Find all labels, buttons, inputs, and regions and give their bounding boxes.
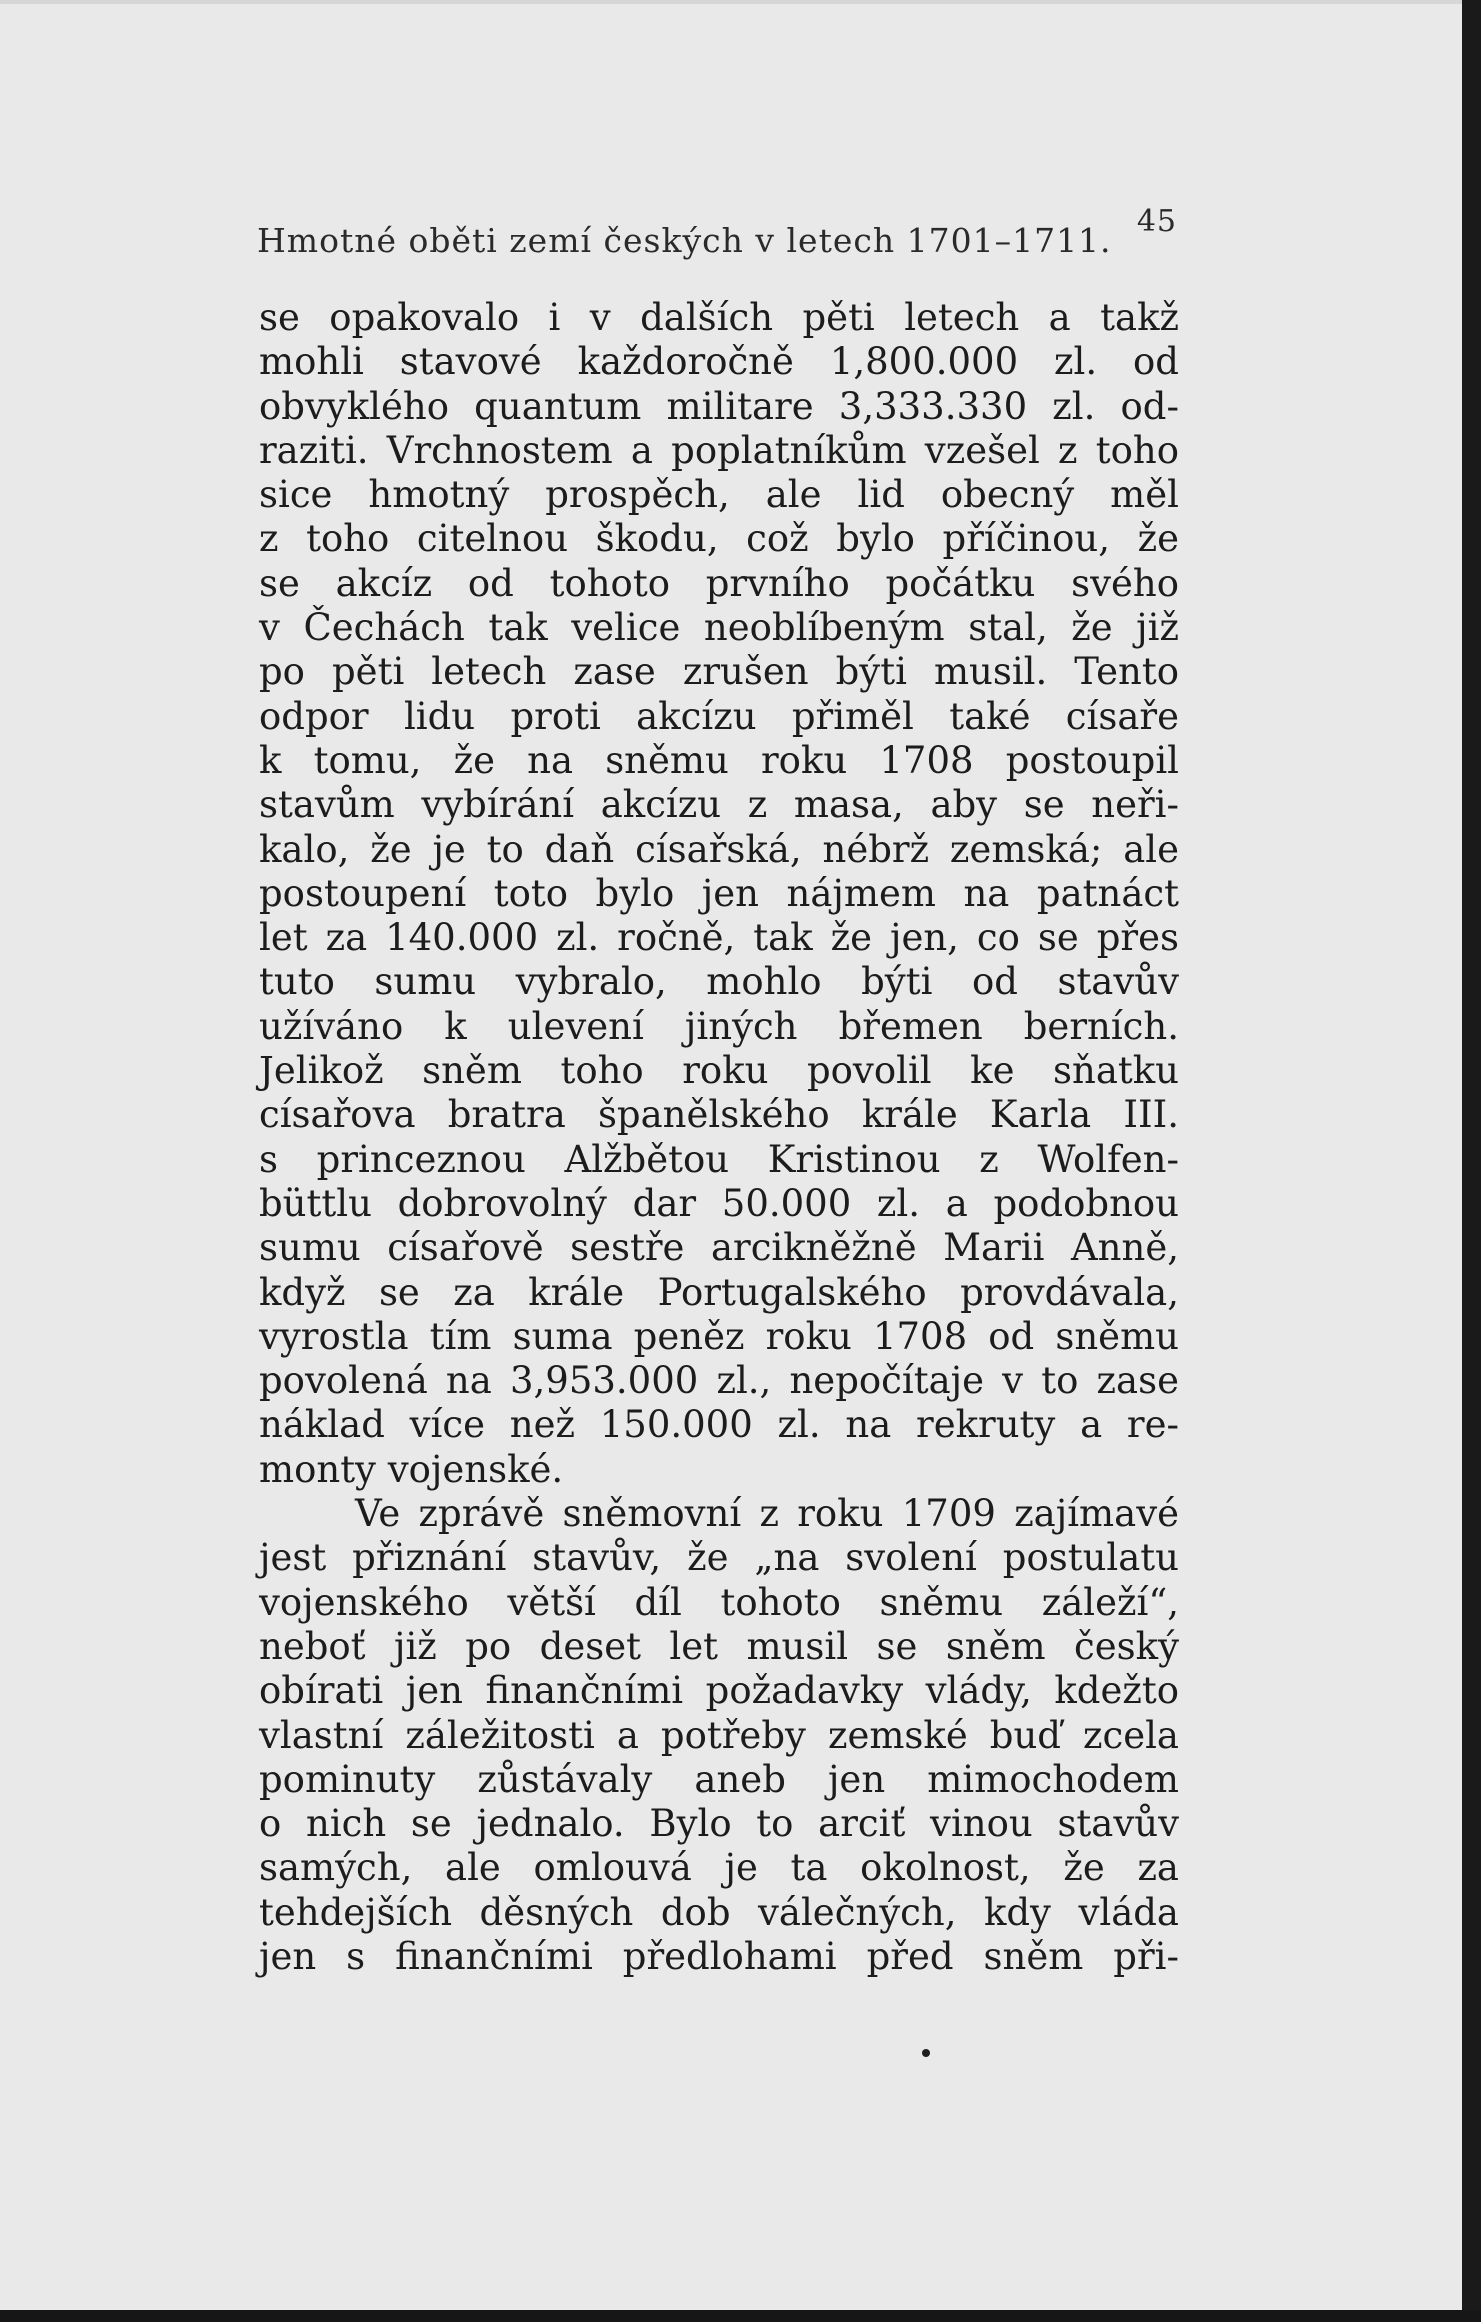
text-line: užíváno k ulevení jiných břemen berních. — [259, 1004, 1179, 1048]
text-line: postoupení toto bylo jen nájmem na patnáct — [259, 871, 1179, 915]
text-line: vyrostla tím suma peněz roku 1708 od sněmu — [259, 1314, 1179, 1358]
scan-edge-bottom — [0, 2310, 1481, 2322]
text-line: když se za krále Portugalského provdávala, — [259, 1270, 1179, 1314]
text-line: Jelikož sněm toho roku povolil ke sňatku — [259, 1049, 1179, 1093]
paragraph-end-line: monty vojenské. — [259, 1447, 564, 1491]
text-line: jest přiznání stavův, že „na svolení postulatu — [259, 1536, 1179, 1580]
text-line: v Čechách tak velice neoblíbeným stal, že již — [259, 606, 1179, 650]
text-line: tehdejších děsných dob válečných, kdy vláda — [259, 1890, 1179, 1934]
text-line: sice hmotný prospěch, ale lid obecný měl — [259, 473, 1179, 517]
text-line: vojenského větší díl tohoto sněmu záleží“, — [259, 1580, 1179, 1624]
running-title: Hmotné oběti zemí českých v letech 1701–1711. — [257, 221, 1112, 260]
text-line: pominuty zůstávaly aneb jen mimochodem — [259, 1757, 1179, 1801]
text-line: kalo, že je to daň císařská, nébrž zemská; ale — [259, 827, 1179, 871]
text-line: k tomu, že na sněmu roku 1708 postoupil — [259, 738, 1179, 782]
print-speck — [922, 2049, 930, 2057]
text-line: se opakovalo i v dalších pěti letech a takž — [259, 296, 1179, 339]
scan-edge-right — [1462, 0, 1481, 2322]
running-header — [257, 204, 1177, 264]
text-line: neboť již po deset let musil se sněm český — [259, 1624, 1179, 1668]
text-line: se akcíz od tohoto prvního počátku svého — [259, 561, 1179, 605]
text-line: büttlu dobrovolný dar 50.000 zl. a podobnou — [259, 1181, 1179, 1225]
text-line: císařova bratra španělského krále Karla III. — [259, 1093, 1179, 1137]
text-line: stavům vybírání akcízu z masa, aby se neři- — [259, 783, 1179, 827]
text-line: náklad více než 150.000 zl. na rekruty a re- — [259, 1403, 1179, 1447]
text-line: tuto sumu vybralo, mohlo býti od stavův — [259, 960, 1179, 1004]
text-line: obvyklého quantum militare 3,333.330 zl. od- — [259, 384, 1179, 428]
text-line: mohli stavové každoročně 1,800.000 zl. od — [259, 340, 1179, 384]
text-line: o nich se jednalo. Bylo to arciť vinou stavův — [259, 1802, 1179, 1846]
body-text — [259, 296, 1179, 1979]
text-line: let za 140.000 zl. ročně, tak že jen, co se přes — [259, 916, 1179, 960]
text-line: z toho citelnou škodu, což bylo příčinou, že — [259, 517, 1179, 561]
text-line: povolená na 3,953.000 zl., nepočítaje v to zase — [259, 1359, 1179, 1403]
text-line: po pěti letech zase zrušen býti musil. Tento — [259, 650, 1179, 694]
text-line: obírati jen finančními požadavky vlády, kdežto — [259, 1669, 1179, 1713]
text-line: samých, ale omlouvá je ta okolnost, že za — [259, 1846, 1179, 1890]
paragraph-start-line: Ve zprávě sněmovní z roku 1709 zajímavé — [355, 1492, 1179, 1536]
text-line: vlastní záležitosti a potřeby zemské buď zcela — [259, 1713, 1179, 1757]
text-line: raziti. Vrchnostem a poplatníkům vzešel z toho — [259, 428, 1179, 472]
text-line: sumu císařově sestře arcikněžně Marii Anně, — [259, 1226, 1179, 1270]
text-line: jen s finančními předlohami před sněm při- — [259, 1934, 1179, 1978]
page-number: 45 — [1136, 204, 1177, 239]
text-line: s princeznou Alžbětou Kristinou z Wolfen- — [259, 1137, 1179, 1181]
text-line: odpor lidu proti akcízu přiměl také císaře — [259, 694, 1179, 738]
